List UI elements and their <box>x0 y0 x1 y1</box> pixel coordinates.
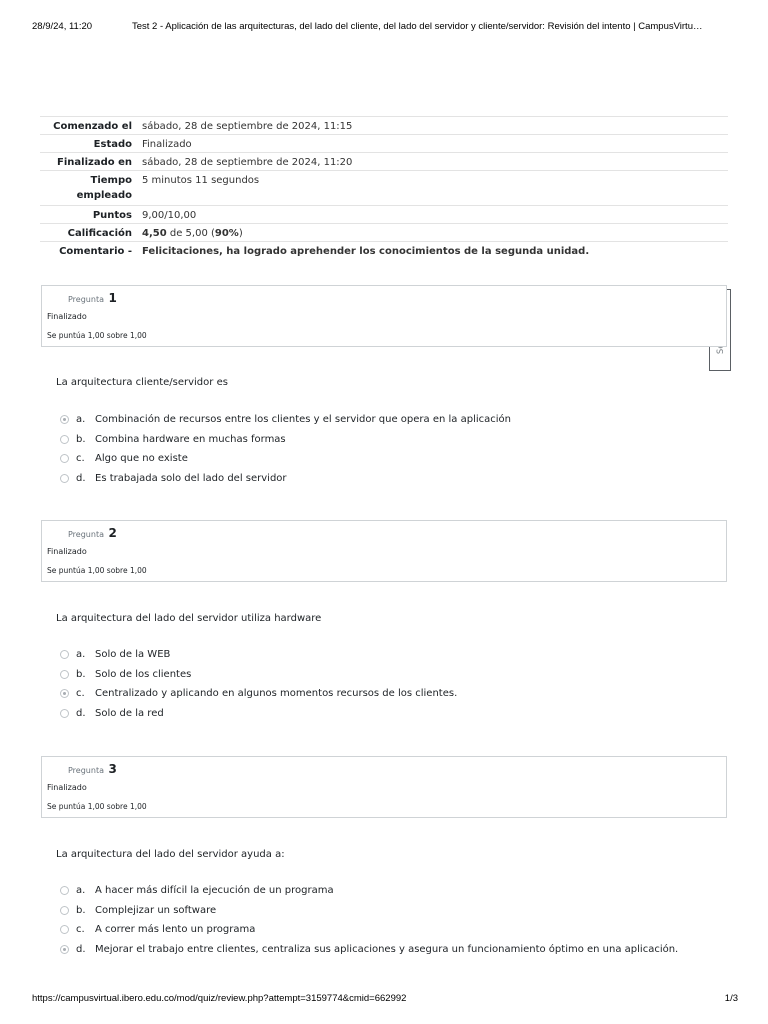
summary-row-finished <box>40 152 728 170</box>
points-label: Puntos <box>92 210 132 221</box>
question-text-2: La arquitectura del lado del servidor utiliza hardware <box>56 613 322 624</box>
radio-button[interactable] <box>60 886 69 895</box>
question-grade: Se puntúa 1,00 sobre 1,00 <box>47 802 147 811</box>
radio-button[interactable] <box>60 650 69 659</box>
state-label: Estado <box>93 139 132 150</box>
question-number-value: 2 <box>108 526 117 540</box>
answer-letter: a. <box>76 885 86 896</box>
summary-row-grade <box>40 223 728 241</box>
started-value: sábado, 28 de septiembre de 2024, 11:15 <box>142 121 353 132</box>
radio-button[interactable] <box>60 454 69 463</box>
radio-button[interactable] <box>60 689 69 698</box>
radio-button[interactable] <box>60 925 69 934</box>
answer-text: Combina hardware en muchas formas <box>95 433 286 445</box>
print-datetime: 28/9/24, 11:20 <box>32 21 93 32</box>
answer-letter: d. <box>76 707 86 719</box>
answer-text: Es trabajada solo del lado del servidor <box>95 472 287 484</box>
summary-row-comment <box>40 241 728 260</box>
summary-row-started <box>40 116 728 134</box>
print-header <box>0 15 768 35</box>
question-text-1: La arquitectura cliente/servidor es <box>56 377 228 388</box>
answer-letter: b. <box>76 668 86 680</box>
radio-button[interactable] <box>60 435 69 444</box>
answer-letter: c. <box>76 924 85 935</box>
grade-label: Calificación <box>67 228 132 239</box>
question-prefix: Pregunta <box>68 766 104 775</box>
question-state: Finalizado <box>47 547 87 556</box>
question-number <box>68 291 117 305</box>
question-state: Finalizado <box>47 783 87 792</box>
comment-text: Felicitaciones, ha logrado aprehender los conocimientos de la segunda unidad. <box>142 246 590 257</box>
question-info-3 <box>41 756 727 818</box>
time-value: 5 minutos 11 segundos <box>142 175 260 186</box>
answer-text: A correr más lento un programa <box>95 924 256 935</box>
finished-value: sábado, 28 de septiembre de 2024, 11:20 <box>142 157 353 168</box>
grade-percent: 90% <box>214 228 239 239</box>
radio-button[interactable] <box>60 945 69 954</box>
grade-close: ) <box>238 228 243 239</box>
answer-text: Solo de la red <box>95 707 164 719</box>
question-prefix: Pregunta <box>68 530 104 539</box>
answer-text: A hacer más difícil la ejecución de un programa <box>95 885 334 896</box>
radio-button[interactable] <box>60 709 69 718</box>
print-url: https://campusvirtual.ibero.edu.co/mod/quiz/review.php?attempt=3159774&cmid=662992 <box>32 993 407 1004</box>
points-value: 9,00/10,00 <box>142 210 197 221</box>
comment-label: Comentario - <box>59 246 132 257</box>
answer-letter: c. <box>76 688 85 699</box>
answer-text: Centralizado y aplicando en algunos momentos recursos de los clientes. <box>95 688 458 699</box>
radio-button[interactable] <box>60 670 69 679</box>
answer-text: Solo de la WEB <box>95 649 171 660</box>
radio-button[interactable] <box>60 474 69 483</box>
question-state: Finalizado <box>47 312 87 321</box>
summary-row-time <box>40 170 728 205</box>
started-label: Comenzado el <box>53 121 132 132</box>
question-number <box>68 526 117 540</box>
comment-value <box>142 244 728 259</box>
question-number-value: 3 <box>108 762 117 776</box>
answer-text: Complejizar un software <box>95 904 217 916</box>
print-page-title: Test 2 - Aplicación de las arquitecturas, del lado del cliente, del lado del servidor y cliente/servidor: Revisión del intento | CampusVirtu… <box>132 21 703 32</box>
question-number <box>68 762 117 776</box>
grade-value <box>142 226 728 241</box>
summary-row-state <box>40 134 728 152</box>
print-page-number: 1/3 <box>724 993 738 1004</box>
question-grade: Se puntúa 1,00 sobre 1,00 <box>47 566 147 575</box>
question-text-3: La arquitectura del lado del servidor ayuda a: <box>56 849 285 860</box>
grade-score: 4,50 <box>142 228 167 239</box>
radio-button[interactable] <box>60 415 69 424</box>
answer-letter: d. <box>76 943 86 955</box>
answer-text: Algo que no existe <box>95 453 188 464</box>
answer-letter: b. <box>76 904 86 916</box>
question-info-2 <box>41 520 727 582</box>
question-number-value: 1 <box>108 291 117 305</box>
question-prefix: Pregunta <box>68 295 104 304</box>
answer-letter: c. <box>76 453 85 464</box>
answer-letter: a. <box>76 414 86 425</box>
answer-letter: b. <box>76 433 86 445</box>
question-grade: Se puntúa 1,00 sobre 1,00 <box>47 331 147 340</box>
grade-of: de 5,00 ( <box>166 228 215 239</box>
question-info-1 <box>41 285 727 347</box>
finished-label: Finalizado en <box>57 157 132 168</box>
answer-text: Mejorar el trabajo entre clientes, centraliza sus aplicaciones y asegura un funcionamiento óptimo en una aplicación. <box>95 943 679 955</box>
radio-button[interactable] <box>60 906 69 915</box>
state-value: Finalizado <box>142 139 192 150</box>
answer-text: Solo de los clientes <box>95 668 192 680</box>
answer-letter: d. <box>76 472 86 484</box>
answer-letter: a. <box>76 649 86 660</box>
answer-text: Combinación de recursos entre los clientes y el servidor que opera en la aplicación <box>95 414 511 425</box>
time-label: Tiempo empleado <box>76 175 132 201</box>
attempt-summary-table <box>40 116 728 260</box>
print-footer <box>0 993 768 1007</box>
summary-row-points <box>40 205 728 223</box>
